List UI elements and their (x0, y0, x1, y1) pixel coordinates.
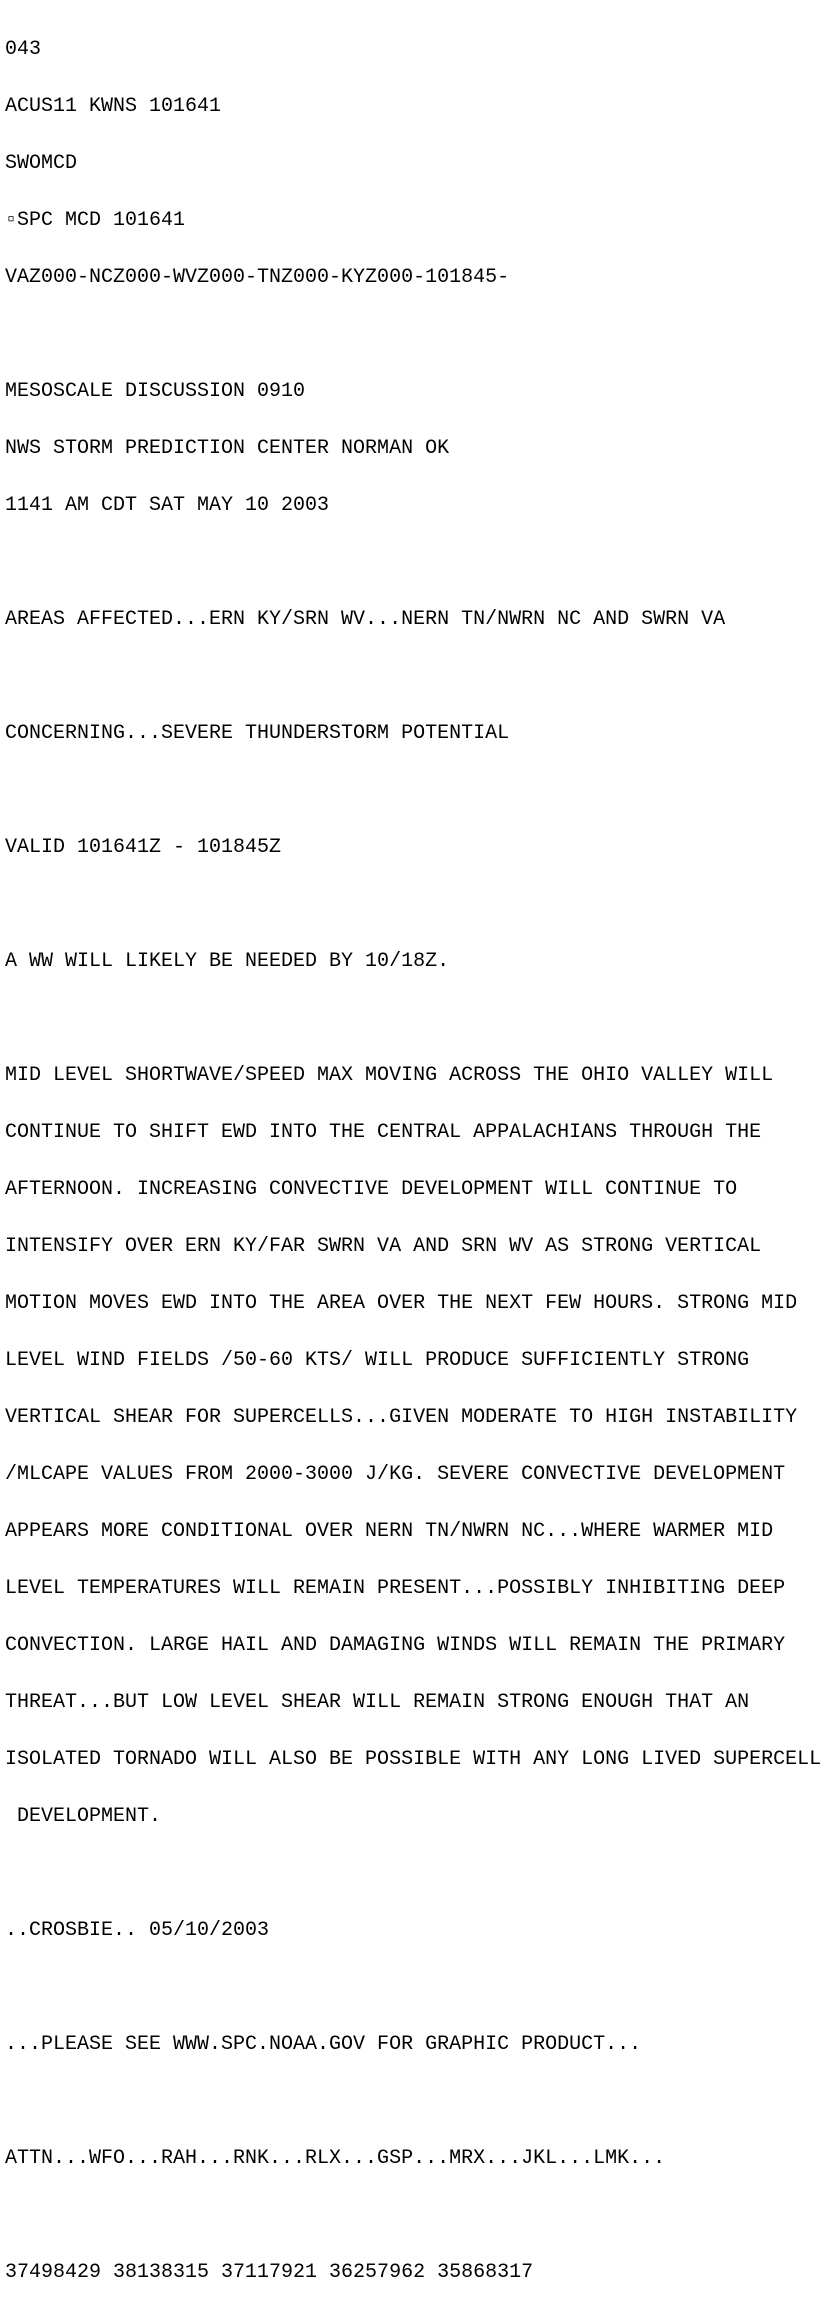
discussion-line: CONTINUE TO SHIFT EWD INTO THE CENTRAL APPALACHIANS THROUGH THE (5, 1121, 762, 1144)
header-line-zones: VAZ000-NCZ000-WVZ000-TNZ000-KYZ000-101845- (5, 266, 510, 289)
concerning: CONCERNING...SEVERE THUNDERSTORM POTENTIAL (5, 722, 510, 745)
mesoscale-discussion-text (5, 2, 821, 2301)
discussion-line: LEVEL TEMPERATURES WILL REMAIN PRESENT...POSSIBLY INHIBITING DEEP (5, 1577, 786, 1600)
discussion-line: INTENSIFY OVER ERN KY/FAR SWRN VA AND SRN WV AS STRONG VERTICAL (5, 1235, 762, 1258)
blank-line (5, 1009, 821, 1028)
graphic-product-note: ...PLEASE SEE WWW.SPC.NOAA.GOV FOR GRAPHIC PRODUCT... (5, 2033, 642, 2056)
discussion-line: AFTERNOON. INCREASING CONVECTIVE DEVELOPMENT WILL CONTINUE TO (5, 1178, 738, 1201)
discussion-line: DEVELOPMENT. (5, 1805, 162, 1828)
issuing-office: NWS STORM PREDICTION CENTER NORMAN OK (5, 437, 450, 460)
blank-line (5, 1864, 821, 1883)
discussion-line: ISOLATED TORNADO WILL ALSO BE POSSIBLE WITH ANY LONG LIVED SUPERCELL (5, 1748, 822, 1771)
discussion-line: MID LEVEL SHORTWAVE/SPEED MAX MOVING ACROSS THE OHIO VALLEY WILL (5, 1064, 774, 1087)
attention-offices: ATTN...WFO...RAH...RNK...RLX...GSP...MRX...JKL...LMK... (5, 2147, 666, 2170)
discussion-line: VERTICAL SHEAR FOR SUPERCELLS...GIVEN MODERATE TO HIGH INSTABILITY (5, 1406, 798, 1429)
forecaster-signature: ..CROSBIE.. 05/10/2003 (5, 1919, 270, 1942)
header-line-sequence: 043 (5, 38, 42, 61)
valid-period: VALID 101641Z - 101845Z (5, 836, 282, 859)
summary-statement: A WW WILL LIKELY BE NEEDED BY 10/18Z. (5, 950, 450, 973)
discussion-line: LEVEL WIND FIELDS /50-60 KTS/ WILL PRODUCE SUFFICIENTLY STRONG (5, 1349, 750, 1372)
blank-line (5, 667, 821, 686)
areas-affected: AREAS AFFECTED...ERN KY/SRN WV...NERN TN/NWRN NC AND SWRN VA (5, 608, 726, 631)
header-line-mcd-id: ▫SPC MCD 101641 (5, 209, 186, 232)
discussion-line: /MLCAPE VALUES FROM 2000-3000 J/KG. SEVERE CONVECTIVE DEVELOPMENT (5, 1463, 786, 1486)
blank-line (5, 895, 821, 914)
issue-time: 1141 AM CDT SAT MAY 10 2003 (5, 494, 330, 517)
discussion-line: APPEARS MORE CONDITIONAL OVER NERN TN/NWRN NC...WHERE WARMER MID (5, 1520, 774, 1543)
blank-line (5, 781, 821, 800)
discussion-line: THREAT...BUT LOW LEVEL SHEAR WILL REMAIN STRONG ENOUGH THAT AN (5, 1691, 750, 1714)
discussion-line: CONVECTION. LARGE HAIL AND DAMAGING WINDS WILL REMAIN THE PRIMARY (5, 1634, 786, 1657)
blank-line (5, 2206, 821, 2225)
header-line-wmo: ACUS11 KWNS 101641 (5, 95, 222, 118)
discussion-line: MOTION MOVES EWD INTO THE AREA OVER THE NEXT FEW HOURS. STRONG MID (5, 1292, 798, 1315)
polygon-coordinates: 37498429 38138315 37117921 36257962 35868317 (5, 2261, 534, 2284)
blank-line (5, 325, 821, 344)
header-line-awips: SWOMCD (5, 152, 78, 175)
blank-line (5, 2092, 821, 2111)
blank-line (5, 1978, 821, 1997)
blank-line (5, 553, 821, 572)
discussion-number: MESOSCALE DISCUSSION 0910 (5, 380, 306, 403)
